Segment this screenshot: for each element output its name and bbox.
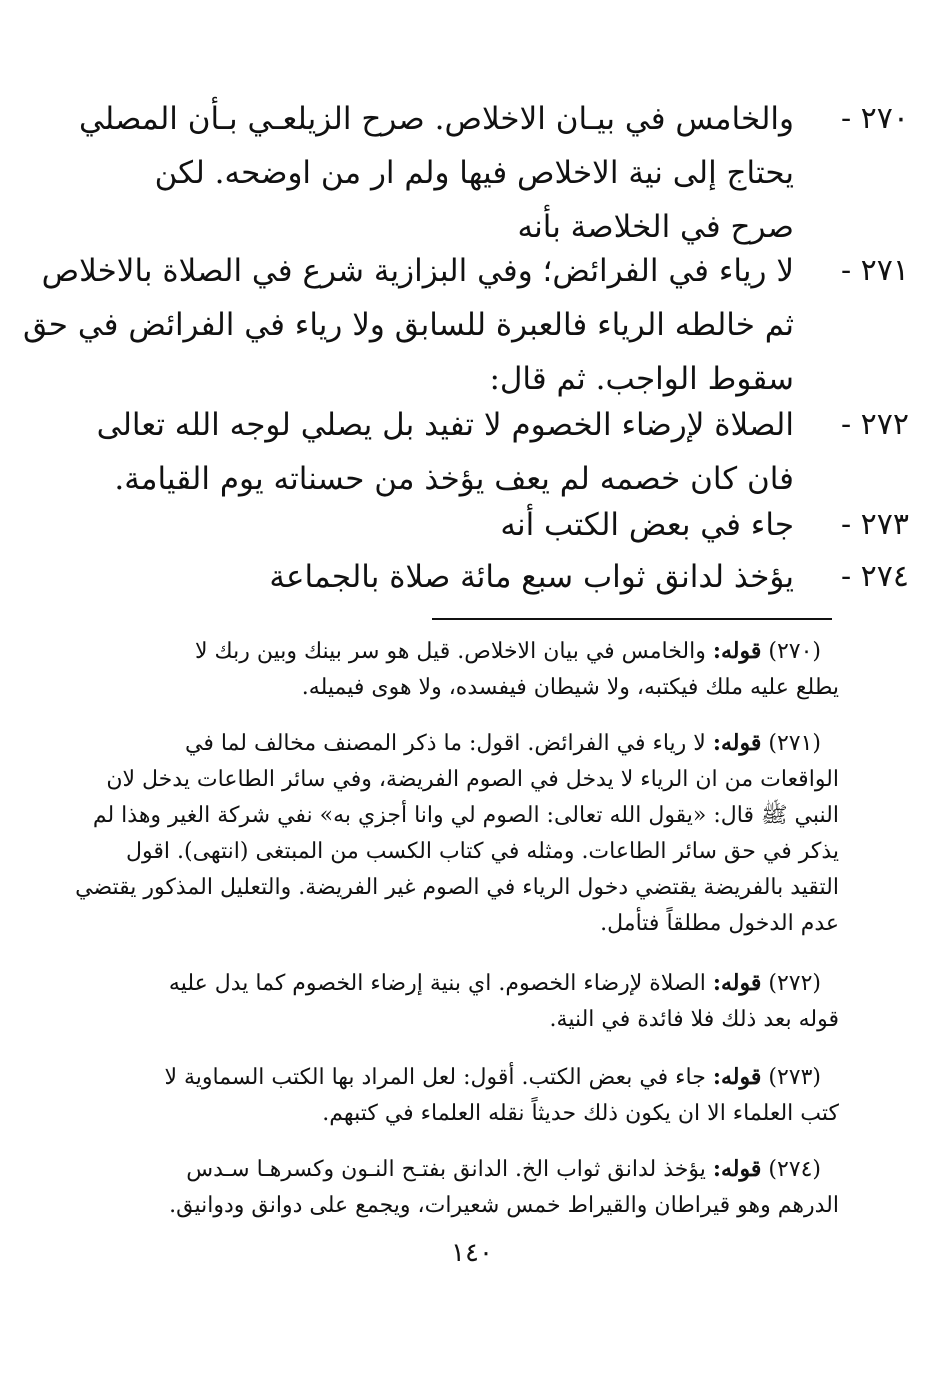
commentary-274 xyxy=(70,1151,839,1224)
commentary-number: (٢٧٣) xyxy=(768,1065,821,1090)
commentary-line: النبي ﷺ قال: «يقول الله تعالى: الصوم لي وانا أجزي به» نفي شركة الغير وهذا لم xyxy=(92,803,839,828)
commentary-first-line xyxy=(70,1059,839,1096)
commentary-line: قوله بعد ذلك فلا فائدة في النية. xyxy=(549,1007,839,1032)
verse-line: يحتاج إلى نية الاخلاص فيها ولم ار من اوضحه. لكن xyxy=(154,155,794,191)
footnote-divider xyxy=(432,618,832,620)
verse-270 xyxy=(70,92,909,254)
verse-number: ٢٧٤ - xyxy=(840,559,909,594)
commentary-text: يؤخذ لدانق ثواب الخ. الدانق بفتـح النـون وكسرهـا سـدس xyxy=(186,1157,706,1182)
verse-271 xyxy=(22,244,909,406)
verse-number: ٢٧٢ - xyxy=(840,407,909,442)
commentary-keyword: قوله: xyxy=(712,638,762,664)
commentary-271 xyxy=(70,725,839,942)
commentary-keyword: قوله: xyxy=(712,1064,762,1090)
commentary-first-line xyxy=(70,965,839,1002)
commentary-number: (٢٧١) xyxy=(768,731,821,756)
commentary-text: جاء في بعض الكتب. أقول: لعل المراد بها الكتب السماوية لا xyxy=(164,1065,706,1090)
page-number: ١٤٠ xyxy=(451,1238,493,1268)
commentary-text: والخامس في بيان الاخلاص. قيل هو سر بينك وبين ربك لا xyxy=(195,639,706,664)
verse-line: ثم خالطه الرياء فالعبرة للسابق ولا رياء في الفرائض في حق xyxy=(22,307,794,343)
verse-line: لا رياء في الفرائض؛ وفي البزازية شرع في الصلاة بالاخلاص xyxy=(41,253,794,289)
commentary-line: يطلع عليه ملك فيكتبه، ولا شيطان فيفسده، ولا هوى فيميله. xyxy=(301,675,839,700)
commentary-272 xyxy=(70,965,839,1038)
verse-274 xyxy=(70,550,909,604)
commentary-number: (٢٧٠) xyxy=(768,639,821,664)
commentary-line: يذكر في حق سائر الطاعات. ومثله في كتاب الكسب من المبتغى (انتهى). اقول xyxy=(126,839,839,864)
verse-line: جاء في بعض الكتب أنه xyxy=(500,507,794,543)
commentary-first-line xyxy=(70,633,839,670)
verse-number: ٢٧٣ - xyxy=(840,507,909,542)
commentary-line: الواقعات من ان الرياء لا يدخل في الصوم الفريضة، وفي سائر الطاعات يدخل لان xyxy=(106,767,839,792)
verse-line: صرح في الخلاصة بأنه xyxy=(517,209,794,245)
verse-272 xyxy=(70,398,909,506)
commentary-line: الدرهم وهو قيراطان والقيراط خمس شعيرات، ويجمع على دوانق ودوانيق. xyxy=(169,1193,839,1218)
commentary-first-line xyxy=(70,1151,839,1188)
commentary-keyword: قوله: xyxy=(712,730,762,756)
verse-number: ٢٧٠ - xyxy=(840,101,909,136)
commentary-text: الصلاة لإرضاء الخصوم. اي بنية إرضاء الخصوم كما يدل عليه xyxy=(168,971,706,996)
verse-line: الصلاة لإرضاء الخصوم لا تفيد بل يصلي لوجه الله تعالى xyxy=(96,407,794,443)
commentary-keyword: قوله: xyxy=(712,970,762,996)
verse-line: والخامس في بيـان الاخلاص. صرح الزيلعـي بـأن المصلي xyxy=(78,101,794,137)
commentary-keyword: قوله: xyxy=(712,1156,762,1182)
commentary-number: (٢٧٢) xyxy=(768,971,821,996)
verse-line: سقوط الواجب. ثم قال: xyxy=(489,361,794,397)
verse-line: يؤخذ لدانق ثواب سبع مائة صلاة بالجماعة xyxy=(269,559,794,595)
commentary-text: لا رياء في الفرائض. اقول: ما ذكر المصنف مخالف لما في xyxy=(184,731,706,756)
verse-line: فان كان خصمه لم يعف يؤخذ من حسناته يوم القيامة. xyxy=(114,461,794,497)
verse-number: ٢٧١ - xyxy=(840,253,909,288)
commentary-first-line xyxy=(70,725,839,762)
commentary-273 xyxy=(70,1059,839,1132)
commentary-270 xyxy=(70,633,839,706)
commentary-line: عدم الدخول مطلقاً فتأمل. xyxy=(600,911,839,936)
commentary-number: (٢٧٤) xyxy=(768,1157,821,1182)
verse-273 xyxy=(70,498,909,552)
commentary-line: التقيد بالفريضة يقتضي دخول الرياء في الصوم غير الفريضة. والتعليل المذكور يقتضي xyxy=(75,875,839,900)
commentary-line: كتب العلماء الا ان يكون ذلك حديثاً نقله العلماء في كتبهم. xyxy=(322,1101,839,1126)
